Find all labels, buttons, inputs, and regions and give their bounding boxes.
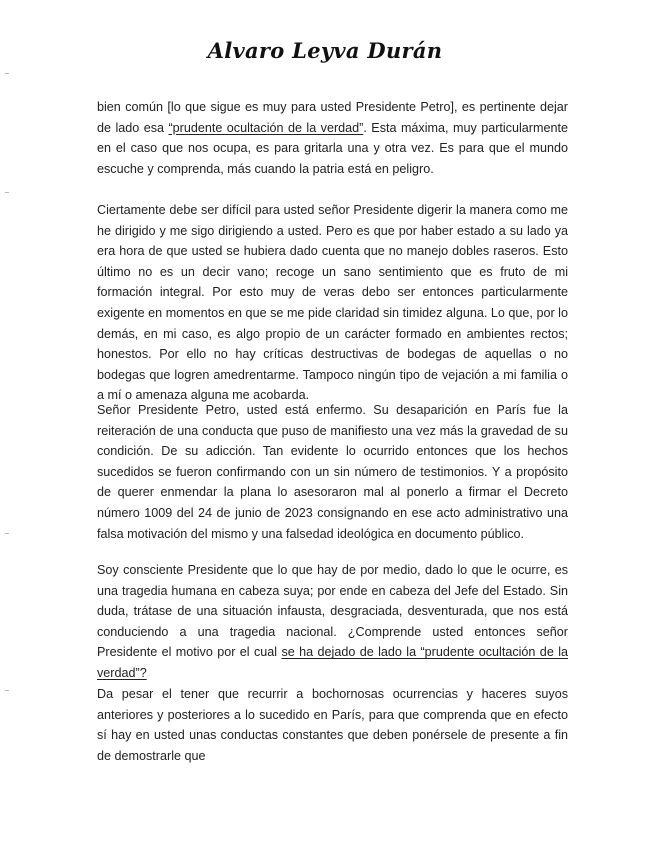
- scan-margin-mark: [5, 192, 9, 193]
- paragraph-text: bien común [lo que sigue es muy para usted Presidente Petro], es pertinente dejar de lado esa: [97, 100, 568, 135]
- underlined-quote: “prudente ocultación de la verdad”: [168, 120, 364, 135]
- letterhead-signature-name: Alvaro Leyva Durán: [207, 38, 443, 63]
- scan-margin-mark: [5, 690, 9, 691]
- paragraph-2: [97, 200, 568, 406]
- paragraph-4: [97, 560, 568, 684]
- scan-margin-mark: [5, 73, 9, 74]
- paragraph-3: [97, 400, 568, 544]
- paragraph-1: [97, 97, 568, 179]
- paragraph-text: . Esta máxima, muy particularmente en el caso que nos ocupa, es para gritarla una y otra vez. Es para que el mundo escuche y comprenda, más cuando la patria está en peligro.: [97, 120, 568, 176]
- scan-margin-mark: [5, 533, 9, 534]
- paragraph-text: Ciertamente debe ser difícil para usted señor Presidente digerir la manera como me he dirigido y me sigo dirigiendo a usted. Pero es que por haber estado a su lado ya era hora de que usted se hubiera dado cuenta que no manejo dobles raseros. Esto último no es un decir vano; recoge un sano sentimiento que es fruto de mi formación integral. Por esto muy de veras debo ser entonces particularmente exigente en momentos en que se me pide claridad sin timidez alguna. Lo que, por lo demás, en mi caso, es algo propio de un carácter formado en ambientes rectos; honestos. Por ello no hay críticas destructivas de bodegas de aquellas o no bodegas que logren amedrentarme. Tampoco ningún tipo de vejación a mi familia o a mí o amenaza alguna me acobarda.: [97, 203, 568, 403]
- paragraph-text: Soy consciente Presidente que lo que hay de por medio, dado lo que le ocurre, es una tragedia humana en cabeza suya; por ende en cabeza del Jefe del Estado. Sin duda, trátase de una situación infausta, desgraciada, desventurada, que nos está conduciendo a una tragedia nacional. ¿Comprende usted entonces señor Presidente el motivo por el cual: [97, 563, 568, 660]
- underlined-quote: se ha dejado de lado la “prudente ocultación de la verdad”?: [97, 645, 568, 680]
- paragraph-text: Da pesar el tener que recurrir a bochornosas ocurrencias y haceres suyos anteriores y posteriores a lo sucedido en París, para que comprenda que en efecto sí hay en usted unas conductas constantes que deben ponérsele de presente a fin de demostrarle que: [97, 687, 568, 763]
- paragraph-5: [97, 684, 568, 766]
- paragraph-text: Señor Presidente Petro, usted está enfermo. Su desaparición en París fue la reiteración de una conducta que puso de manifiesto una vez más la gravedad de su condición. De su adicción. Tan evidente lo ocurrido entonces que los hechos sucedidos se fueron confirmando con un sin número de testimonios. Y a propósito de querer enmendar la plana lo asesoraron mal al ponerlo a firmar el Decreto número 1009 del 24 de junio de 2023 consignando en ese acto administrativo una falsa motivación del mismo y una falsedad ideológica en documento público.: [97, 403, 568, 541]
